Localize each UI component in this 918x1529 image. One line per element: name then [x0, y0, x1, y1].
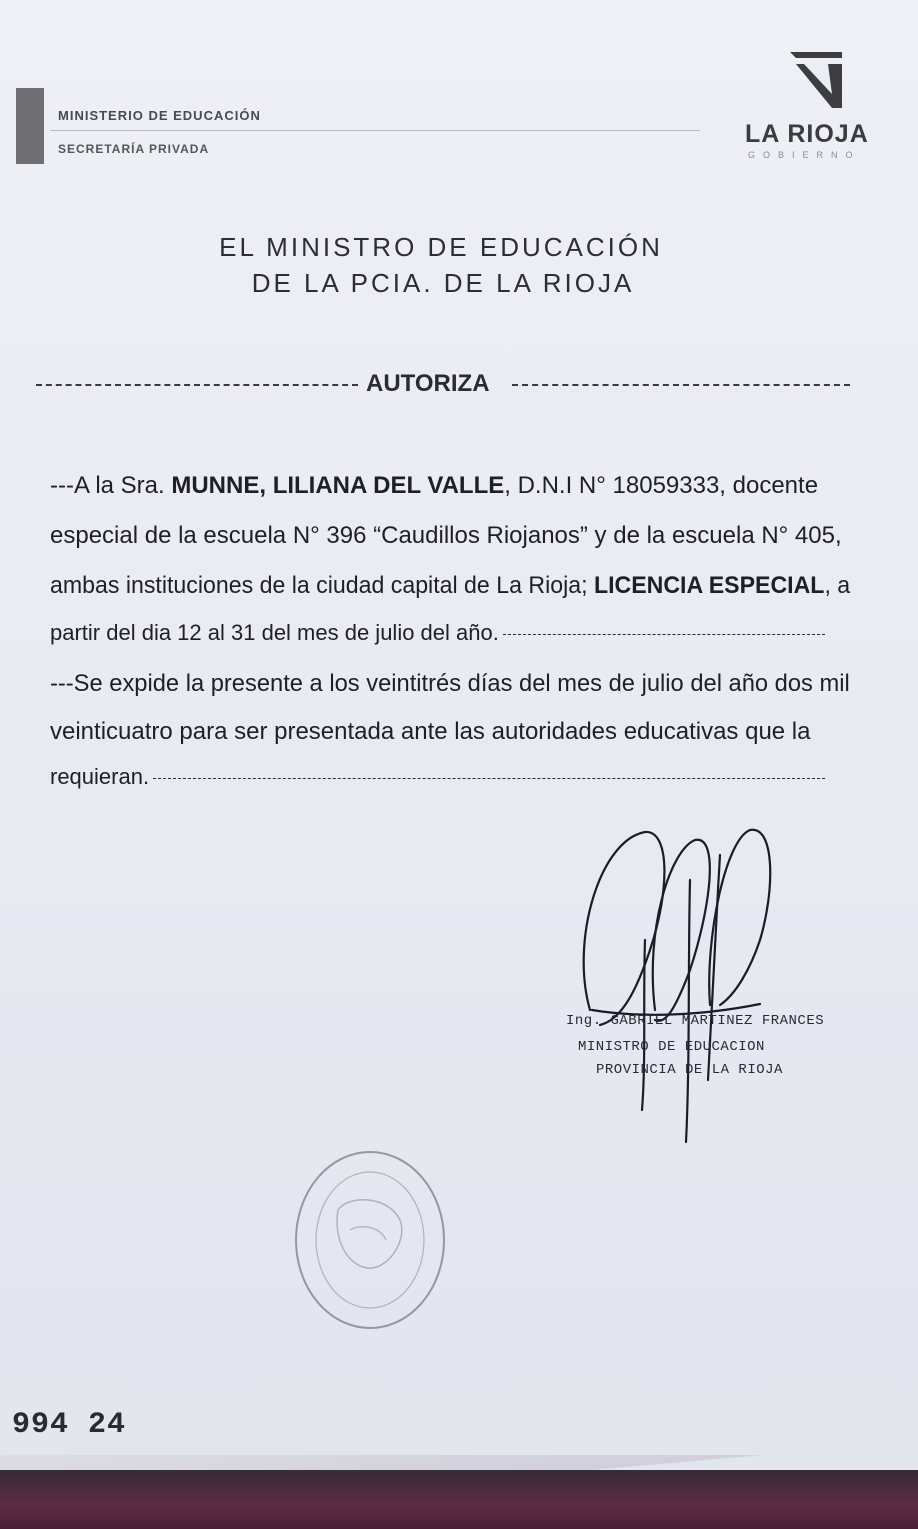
- body-line-1: [50, 472, 850, 500]
- header-rule: [50, 130, 700, 131]
- body-line-4-text: partir del dia 12 al 31 del mes de julio del año.: [50, 620, 499, 645]
- dash-right: [512, 384, 850, 386]
- body-line-1-prefix: ---A la Sra.: [50, 472, 172, 499]
- action-heading-row: [36, 370, 850, 400]
- handwritten-signature: [560, 820, 800, 1160]
- body-line-3-suffix: , a: [824, 572, 851, 599]
- document-number: 994 24: [12, 1408, 127, 1442]
- fill-dash-1: [503, 634, 825, 635]
- dash-left: [36, 384, 358, 386]
- body-line-3: [50, 572, 851, 600]
- body-line-7-text: requieran.: [50, 764, 150, 789]
- license-type: LICENCIA ESPECIAL: [593, 572, 825, 599]
- action-heading: AUTORIZA: [366, 370, 490, 397]
- background-surface: [0, 1470, 918, 1529]
- body-line-4: [50, 620, 850, 646]
- header-office: SECRETARÍA PRIVADA: [58, 142, 210, 156]
- document-title-line-2: DE LA PCIA. DE LA RIOJA: [251, 268, 635, 298]
- body-line-5: ---Se expide la presente a los veintitrés días del mes de julio del año dos mil: [50, 670, 850, 697]
- fill-dash-2: [153, 778, 825, 779]
- body-line-6: veinticuatro para ser presentada ante las autoridades educativas que la: [50, 718, 811, 745]
- signer-title: MINISTRO DE EDUCACION: [578, 1039, 765, 1055]
- signer-province: PROVINCIA DE LA RIOJA: [596, 1062, 783, 1078]
- body-line-3-prefix: ambas instituciones de la ciudad capital de La Rioja;: [50, 572, 594, 599]
- body-line-2: especial de la escuela N° 396 “Caudillos Riojanos” y de la escuela N° 405,: [50, 522, 842, 549]
- logo-subtitle: GOBIERNO: [748, 150, 861, 160]
- document-title-line-1: EL MINISTRO DE EDUCACIÓN: [219, 232, 663, 262]
- official-seal: [288, 1140, 458, 1340]
- signer-name: Ing. GABRIEL MARTINEZ FRANCES: [566, 1013, 825, 1029]
- header-accent-bar: [16, 88, 44, 164]
- logo-text: LA RIOJA: [745, 120, 869, 148]
- la-rioja-logo-icon: [788, 50, 844, 112]
- header-ministry: MINISTERIO DE EDUCACIÓN: [58, 108, 261, 123]
- body-line-1-rest: , D.N.I N° 18059333, docente: [504, 472, 819, 499]
- person-name: MUNNE, LILIANA DEL VALLE: [171, 472, 505, 499]
- body-line-7: [50, 764, 850, 790]
